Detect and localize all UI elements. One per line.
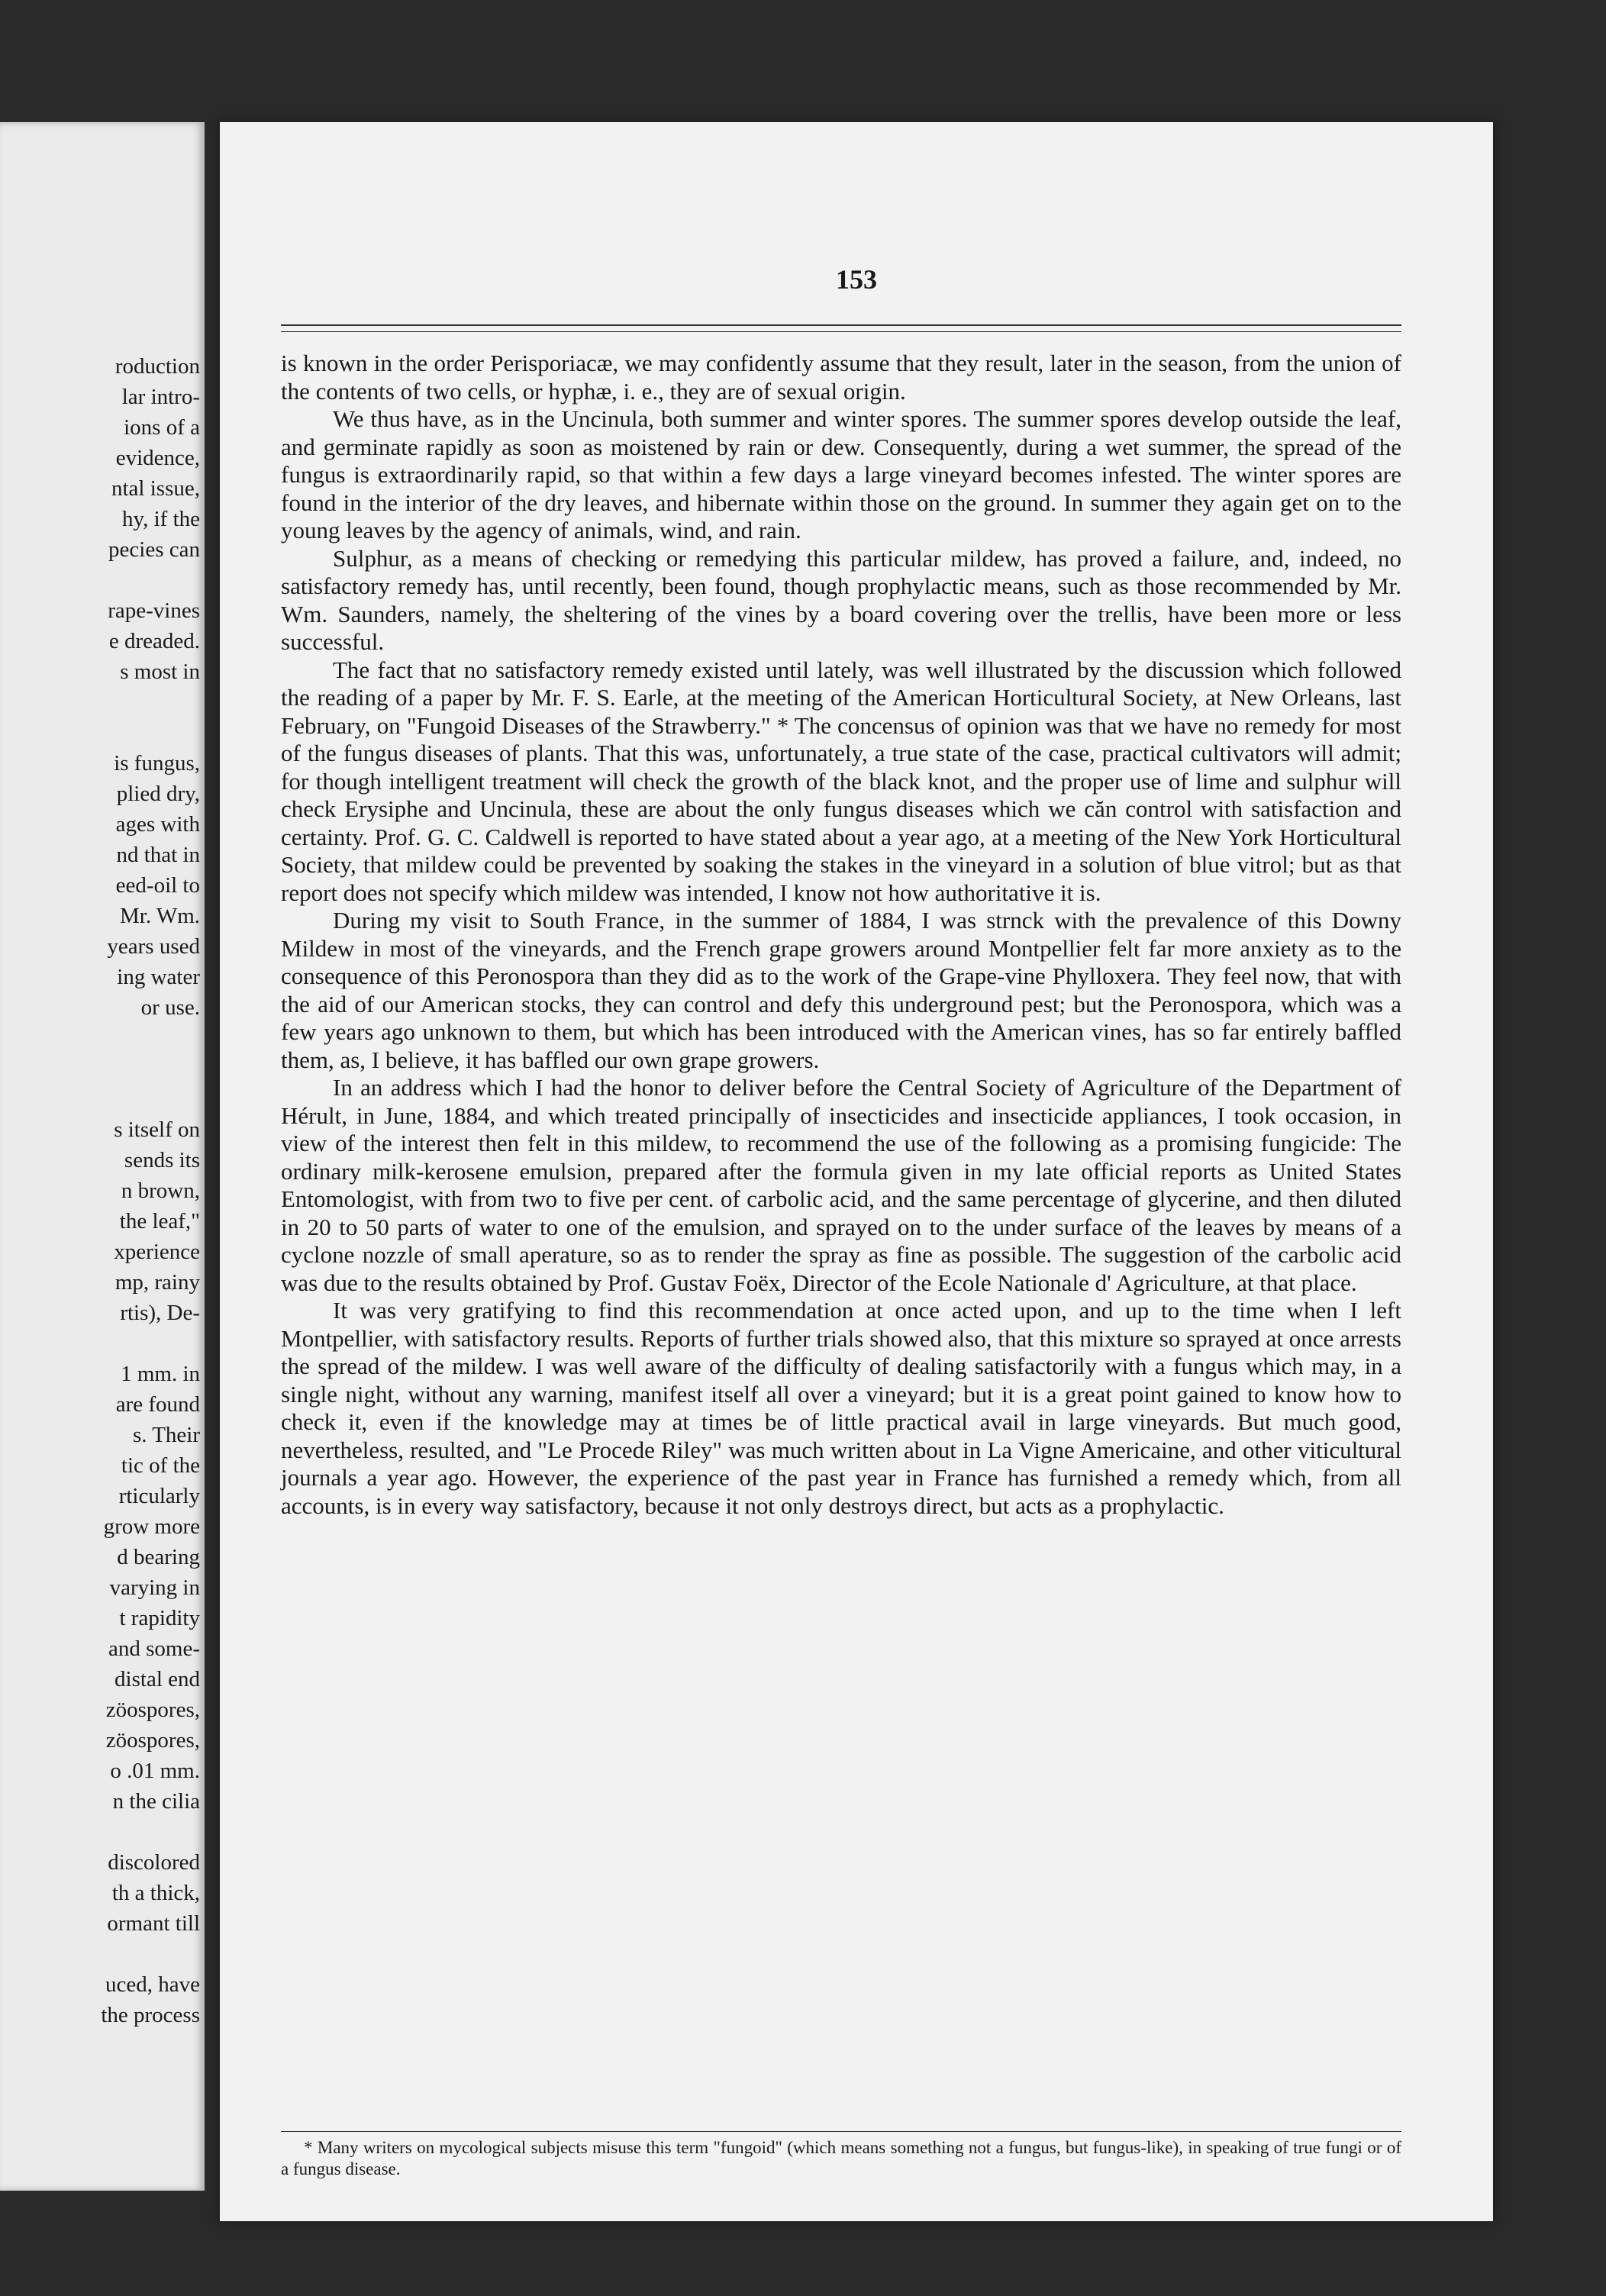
footnote-rule xyxy=(281,2131,1401,2132)
left-page-line: xperience xyxy=(114,1240,200,1264)
left-page-line xyxy=(0,687,200,718)
left-page-line: eed-oil to xyxy=(115,873,200,898)
paragraph: During my visit to South France, in the summer of 1884, I was strnck with the prevalence of this Downy Mildew in most of the vineyards, and the French grape growers around Montpellier felt far more anxiety as to the consequence of this Peronospora than they did as to the work of the Grape-vine Phylloxera. They feel now, that with the aid of our American stocks, they can control and defy this underground pest; but the Peronospora, which was a few years ago unknown to them, but which has been introduced with the American vines, has so far entirely baffled them, as, I believe, it has baffled our own grape growers. xyxy=(281,907,1401,1073)
left-page-line: e dreaded. xyxy=(108,629,200,653)
left-page-line: tic of the xyxy=(121,1453,200,1478)
left-page-line: and some- xyxy=(108,1637,200,1661)
page xyxy=(220,122,1493,2221)
left-page-line: grow more xyxy=(103,1514,200,1539)
left-page-line: roduction xyxy=(114,354,200,379)
left-page-line: rticularly xyxy=(118,1484,200,1508)
left-page-line: o .01 mm. xyxy=(110,1759,200,1783)
paragraph: We thus have, as in the Uncinula, both summer and winter spores. The summer spores develop outside the leaf, and germinate rapidly as soon as moistened by rain or dew. Consequently, during a wet summer, the spread of the fungus is extraordinarily rapid, so that within a few days a large vineyard becomes infested. The winter spores are found in the interior of the dry leaves, and hibernate within those on the ground. In summer they again get on to the young leaves by the agency of animals, wind, and rain. xyxy=(281,405,1401,543)
left-page-line: n brown, xyxy=(121,1179,200,1203)
left-page-line: s. Their xyxy=(132,1423,200,1447)
left-page-line: n the cilia xyxy=(112,1789,200,1814)
left-page-line: d bearing xyxy=(117,1545,200,1569)
left-page-line: rtis), De- xyxy=(120,1301,200,1325)
left-page-line: discolored xyxy=(108,1850,200,1875)
left-page-line: is fungus, xyxy=(114,751,200,776)
left-page-line: 1 mm. in xyxy=(121,1362,200,1386)
paragraph: It was very gratifying to find this recommendation at once acted upon, and up to the time when I left Montpellier, with satisfactory results. Reports of further trials showed also, that this mixture so sprayed at once arrests the spread of the mildew. I was well aware of the difficulty of dealing satisfactorily with a fungus which may, in a single night, without any warning, manifest itself all over a vineyard; but it is a great point gained to know how to check it, even if the knowledge may at times be of little practical avail in large vineyards. But much good, nevertheless, resulted, and "Le Procede Riley" was much written about in La Vigne Americaine, and other viticultural journals a year ago. However, the experience of the past year in France has furnished a remedy which, from all accounts, is in every way satisfactory, because it not only destroys direct, but acts as a prophylactic. xyxy=(281,1297,1401,1519)
header-rule xyxy=(281,324,1401,326)
left-page-line: uced, have xyxy=(105,1972,200,1997)
left-page-text-column xyxy=(0,351,200,2030)
left-page-line xyxy=(0,1053,200,1084)
left-page-line: t rapidity xyxy=(119,1606,200,1630)
left-page-line: lar intro- xyxy=(121,385,200,409)
left-page-line xyxy=(0,718,200,748)
left-page-line: the leaf," xyxy=(119,1209,200,1233)
left-page-line: evidence, xyxy=(115,446,200,470)
paragraph: is known in the order Perisporiacæ, we may confidently assume that they result, later in the season, from the union of the contents of two cells, or hyphæ, i. e., they are of sexual origin. xyxy=(281,350,1401,405)
left-page-line: are found xyxy=(115,1392,200,1417)
left-page-line: sends its xyxy=(124,1148,200,1172)
body-text xyxy=(281,350,1401,1520)
paragraph: Sulphur, as a means of checking or remedying this particular mildew, has proved a failure, and, indeed, no satisfactory remedy has, until recently, been found, though prophylactic means, such as those recommended by Mr. Wm. Saunders, namely, the sheltering of the vines by a board covering over the trellis, have been more or less successful. xyxy=(281,544,1401,655)
left-page-line: zöospores, xyxy=(105,1728,200,1753)
left-page-line: distal end xyxy=(114,1667,200,1691)
left-page-line: or use. xyxy=(140,995,200,1020)
footnote: * Many writers on mycological subjects misuse this term "fungoid" (which means something not a fungus, but fungus-like), in speaking of true fungi or of a fungus disease. xyxy=(281,2138,1401,2178)
left-page-line: ions of a xyxy=(124,415,200,440)
left-page-line xyxy=(0,565,200,595)
left-page-line xyxy=(0,1817,200,1847)
left-page-line: ages with xyxy=(115,812,200,837)
left-page-line: varying in xyxy=(109,1575,200,1600)
left-page-line: the process xyxy=(101,2003,200,2027)
left-page-line: rape-vines xyxy=(108,598,200,623)
left-page-fragment xyxy=(0,122,205,2191)
left-page-line xyxy=(0,1023,200,1053)
paragraph: In an address which I had the honor to deliver before the Central Society of Agriculture of the Department of Hérult, in June, 1884, and which treated principally of insecticides and insecticide appliances, I took occasion, in view of the interest then felt in this mildew, to recommend the use of the following as a promising fungicide: The ordinary milk-kerosene emulsion, prepared after the formula given in my late official reports as United States Entomologist, with from two to five per cent. of carbolic acid, and the same percentage of glycerine, and then diluted in 20 to 50 parts of water to one of the emulsion, and sprayed on to the under surface of the leaves by means of a cyclone nozzle of small aperature, so as to render the spray as fine as possible. The suggestion of the carbolic acid was due to the results obtained by Prof. Gustav Foëx, Director of the Ecole Nationale d' Agriculture, at that place. xyxy=(281,1074,1401,1296)
header-rule-thin xyxy=(281,331,1401,332)
left-page-line: plied dry, xyxy=(116,782,200,806)
left-page-line: mp, rainy xyxy=(114,1270,200,1295)
left-page-line: nd that in xyxy=(116,843,200,867)
left-page-line: s most in xyxy=(120,659,200,684)
left-page-line: th a thick, xyxy=(111,1881,200,1905)
left-page-line xyxy=(0,1084,200,1114)
left-page-line: ntal issue, xyxy=(111,476,200,501)
left-page-line xyxy=(0,1328,200,1359)
left-page-line: pecies can xyxy=(108,537,200,562)
left-page-line: ing water xyxy=(117,965,200,989)
page-number: 153 xyxy=(836,264,877,295)
left-page-line: years used xyxy=(107,934,200,959)
left-page-line: Mr. Wm. xyxy=(120,904,200,928)
left-page-line: hy, if the xyxy=(121,507,200,531)
left-page-line: ormant till xyxy=(107,1911,200,1936)
left-page-line: s itself on xyxy=(114,1117,200,1142)
left-page-line: zöospores, xyxy=(105,1698,200,1722)
paragraph: The fact that no satisfactory remedy existed until lately, was well illustrated by the discussion which followed the reading of a paper by Mr. F. S. Earle, at the meeting of the American Horticultural Society, at New Orleans, last February, on "Fungoid Diseases of the Strawberry." * The concensus of opinion was that we have no remedy for most of the fungus diseases of plants. That this was, unfortunately, a true state of the case, practical cultivators will admit; for though intelligent treatment will check the growth of the black knot, and the proper use of lime and sulphur will check Erysiphe and Uncinula, these are about the only fungus diseases which we căn control with satisfaction and certainty. Prof. G. C. Caldwell is reported to have stated about a year ago, at a meeting of the New York Horticultural Society, that mildew could be prevented by soaking the stakes in the vineyard in a solution of blue vitrol; but as that report does not specify which mildew was intended, I know not how authoritative it is. xyxy=(281,656,1401,906)
left-page-line xyxy=(0,1939,200,1969)
